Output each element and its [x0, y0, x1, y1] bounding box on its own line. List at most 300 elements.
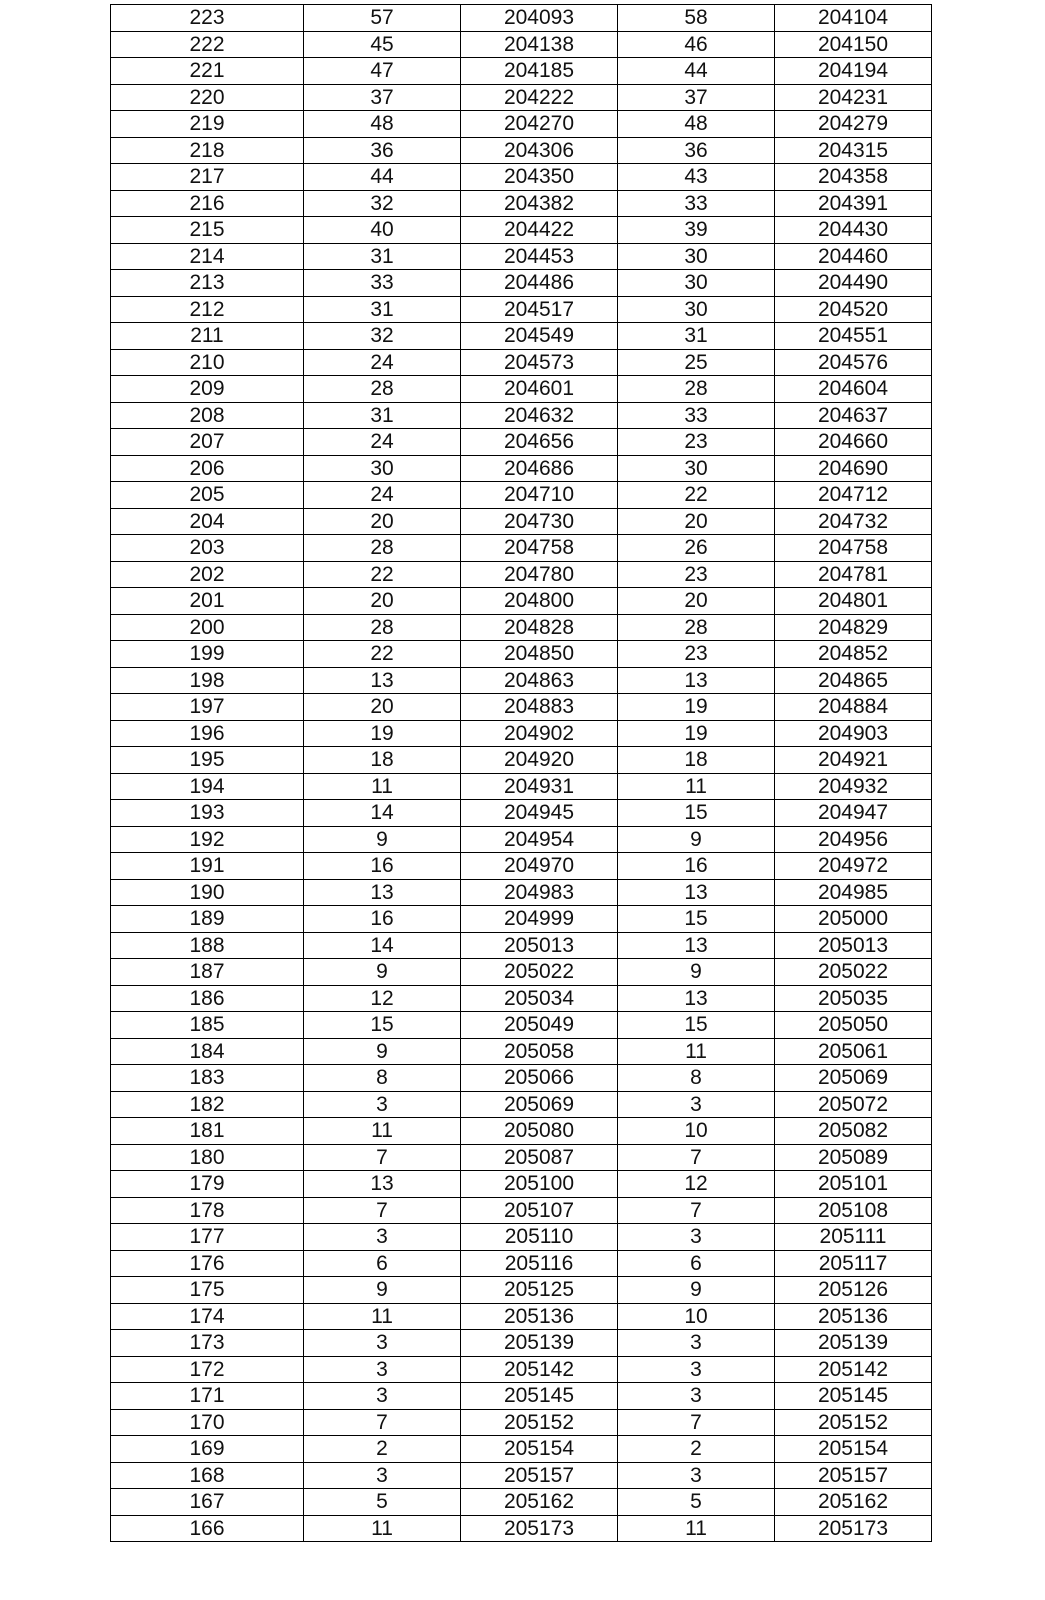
count-a-cell: 20: [304, 508, 461, 535]
cumulative-b-cell: 205108: [775, 1197, 932, 1224]
count-b-cell: 19: [618, 694, 775, 721]
score-cell: 210: [111, 349, 304, 376]
count-a-cell: 31: [304, 402, 461, 429]
count-b-cell: 3: [618, 1462, 775, 1489]
table-row: [111, 296, 932, 323]
cumulative-a-cell: 204800: [461, 588, 618, 615]
count-b-cell: 23: [618, 561, 775, 588]
score-cell: 199: [111, 641, 304, 668]
cumulative-a-cell: 204780: [461, 561, 618, 588]
count-a-cell: 3: [304, 1091, 461, 1118]
cumulative-b-cell: 205035: [775, 985, 932, 1012]
cumulative-b-cell: 204194: [775, 58, 932, 85]
table-row: [111, 1250, 932, 1277]
cumulative-a-cell: 205022: [461, 959, 618, 986]
score-cell: 207: [111, 429, 304, 456]
count-b-cell: 9: [618, 826, 775, 853]
score-cell: 193: [111, 800, 304, 827]
count-a-cell: 11: [304, 1515, 461, 1542]
cumulative-a-cell: 204686: [461, 455, 618, 482]
count-b-cell: 3: [618, 1330, 775, 1357]
cumulative-a-cell: 204945: [461, 800, 618, 827]
count-b-cell: 30: [618, 243, 775, 270]
count-a-cell: 37: [304, 84, 461, 111]
count-a-cell: 3: [304, 1224, 461, 1251]
cumulative-a-cell: 204883: [461, 694, 618, 721]
count-b-cell: 44: [618, 58, 775, 85]
cumulative-a-cell: 205154: [461, 1436, 618, 1463]
cumulative-b-cell: 204576: [775, 349, 932, 376]
table-row: [111, 1065, 932, 1092]
table-row: [111, 720, 932, 747]
cumulative-b-cell: 205145: [775, 1383, 932, 1410]
cumulative-a-cell: 204931: [461, 773, 618, 800]
cumulative-b-cell: 204947: [775, 800, 932, 827]
cumulative-b-cell: 204150: [775, 31, 932, 58]
count-a-cell: 9: [304, 1277, 461, 1304]
table-row: [111, 190, 932, 217]
cumulative-a-cell: 204902: [461, 720, 618, 747]
table-row: [111, 508, 932, 535]
count-a-cell: 5: [304, 1489, 461, 1516]
cumulative-b-cell: 204231: [775, 84, 932, 111]
score-cell: 208: [111, 402, 304, 429]
cumulative-a-cell: 204710: [461, 482, 618, 509]
cumulative-b-cell: 204712: [775, 482, 932, 509]
table-row: [111, 906, 932, 933]
score-cell: 194: [111, 773, 304, 800]
table-row: [111, 164, 932, 191]
count-b-cell: 3: [618, 1091, 775, 1118]
cumulative-b-cell: 205136: [775, 1303, 932, 1330]
score-cell: 176: [111, 1250, 304, 1277]
cumulative-b-cell: 205061: [775, 1038, 932, 1065]
cumulative-b-cell: 205111: [775, 1224, 932, 1251]
count-b-cell: 25: [618, 349, 775, 376]
cumulative-a-cell: 204306: [461, 137, 618, 164]
cumulative-a-cell: 204382: [461, 190, 618, 217]
table-row: [111, 5, 932, 32]
cumulative-b-cell: 205154: [775, 1436, 932, 1463]
cumulative-b-cell: 204520: [775, 296, 932, 323]
count-a-cell: 3: [304, 1462, 461, 1489]
count-b-cell: 23: [618, 429, 775, 456]
table-row: [111, 561, 932, 588]
table-row: [111, 614, 932, 641]
table-row: [111, 84, 932, 111]
count-b-cell: 10: [618, 1118, 775, 1145]
cumulative-b-cell: 205139: [775, 1330, 932, 1357]
cumulative-b-cell: 205072: [775, 1091, 932, 1118]
cumulative-b-cell: 205152: [775, 1409, 932, 1436]
count-b-cell: 11: [618, 1515, 775, 1542]
cumulative-a-cell: 204601: [461, 376, 618, 403]
count-b-cell: 26: [618, 535, 775, 562]
score-cell: 209: [111, 376, 304, 403]
count-b-cell: 31: [618, 323, 775, 350]
cumulative-a-cell: 204920: [461, 747, 618, 774]
score-cell: 181: [111, 1118, 304, 1145]
count-a-cell: 11: [304, 773, 461, 800]
count-b-cell: 33: [618, 190, 775, 217]
count-b-cell: 36: [618, 137, 775, 164]
score-cell: 168: [111, 1462, 304, 1489]
cumulative-a-cell: 204517: [461, 296, 618, 323]
table-row: [111, 535, 932, 562]
count-b-cell: 28: [618, 376, 775, 403]
score-cell: 216: [111, 190, 304, 217]
cumulative-a-cell: 205116: [461, 1250, 618, 1277]
score-cell: 203: [111, 535, 304, 562]
cumulative-a-cell: 205069: [461, 1091, 618, 1118]
table-row: [111, 641, 932, 668]
score-cell: 173: [111, 1330, 304, 1357]
count-b-cell: 11: [618, 1038, 775, 1065]
score-cell: 186: [111, 985, 304, 1012]
count-a-cell: 14: [304, 800, 461, 827]
cumulative-a-cell: 205058: [461, 1038, 618, 1065]
cumulative-a-cell: 204758: [461, 535, 618, 562]
score-cell: 174: [111, 1303, 304, 1330]
table-row: [111, 1356, 932, 1383]
count-b-cell: 6: [618, 1250, 775, 1277]
score-cell: 223: [111, 5, 304, 32]
table-row: [111, 482, 932, 509]
score-cell: 197: [111, 694, 304, 721]
table-row: [111, 376, 932, 403]
table-row: [111, 932, 932, 959]
cumulative-b-cell: 205117: [775, 1250, 932, 1277]
cumulative-b-cell: 204690: [775, 455, 932, 482]
score-cell: 195: [111, 747, 304, 774]
count-b-cell: 3: [618, 1356, 775, 1383]
table-row: [111, 31, 932, 58]
count-b-cell: 13: [618, 985, 775, 1012]
cumulative-b-cell: 204956: [775, 826, 932, 853]
table-row: [111, 1224, 932, 1251]
count-b-cell: 16: [618, 853, 775, 880]
cumulative-b-cell: 205162: [775, 1489, 932, 1516]
score-cell: 187: [111, 959, 304, 986]
count-b-cell: 23: [618, 641, 775, 668]
table-row: [111, 1171, 932, 1198]
cumulative-a-cell: 204632: [461, 402, 618, 429]
cumulative-b-cell: 204758: [775, 535, 932, 562]
cumulative-a-cell: 204863: [461, 667, 618, 694]
cumulative-b-cell: 204921: [775, 747, 932, 774]
table-row: [111, 826, 932, 853]
count-b-cell: 10: [618, 1303, 775, 1330]
count-b-cell: 37: [618, 84, 775, 111]
count-a-cell: 24: [304, 429, 461, 456]
count-b-cell: 43: [618, 164, 775, 191]
count-b-cell: 15: [618, 1012, 775, 1039]
score-cell: 213: [111, 270, 304, 297]
count-a-cell: 31: [304, 243, 461, 270]
count-a-cell: 11: [304, 1303, 461, 1330]
cumulative-a-cell: 205162: [461, 1489, 618, 1516]
cumulative-b-cell: 204972: [775, 853, 932, 880]
score-cell: 220: [111, 84, 304, 111]
table-row: [111, 694, 932, 721]
cumulative-b-cell: 205013: [775, 932, 932, 959]
count-b-cell: 15: [618, 800, 775, 827]
count-b-cell: 30: [618, 296, 775, 323]
table-row: [111, 1144, 932, 1171]
table-row: [111, 1277, 932, 1304]
cumulative-a-cell: 205066: [461, 1065, 618, 1092]
cumulative-a-cell: 204573: [461, 349, 618, 376]
score-cell: 222: [111, 31, 304, 58]
count-b-cell: 48: [618, 111, 775, 138]
count-a-cell: 18: [304, 747, 461, 774]
count-b-cell: 19: [618, 720, 775, 747]
cumulative-b-cell: 204829: [775, 614, 932, 641]
score-cell: 198: [111, 667, 304, 694]
cumulative-b-cell: 205157: [775, 1462, 932, 1489]
cumulative-a-cell: 204730: [461, 508, 618, 535]
cumulative-a-cell: 205157: [461, 1462, 618, 1489]
cumulative-b-cell: 204551: [775, 323, 932, 350]
count-b-cell: 13: [618, 879, 775, 906]
cumulative-a-cell: 205110: [461, 1224, 618, 1251]
score-cell: 205: [111, 482, 304, 509]
table-row: [111, 429, 932, 456]
cumulative-b-cell: 204865: [775, 667, 932, 694]
count-b-cell: 28: [618, 614, 775, 641]
score-cell: 172: [111, 1356, 304, 1383]
cumulative-b-cell: 204637: [775, 402, 932, 429]
count-b-cell: 58: [618, 5, 775, 32]
table-row: [111, 1489, 932, 1516]
cumulative-b-cell: 205050: [775, 1012, 932, 1039]
table-row: [111, 111, 932, 138]
score-cell: 184: [111, 1038, 304, 1065]
score-cell: 166: [111, 1515, 304, 1542]
cumulative-b-cell: 204279: [775, 111, 932, 138]
count-a-cell: 14: [304, 932, 461, 959]
table-row: [111, 58, 932, 85]
score-cell: 204: [111, 508, 304, 535]
cumulative-b-cell: 204801: [775, 588, 932, 615]
cumulative-a-cell: 204656: [461, 429, 618, 456]
table-row: [111, 853, 932, 880]
cumulative-b-cell: 204391: [775, 190, 932, 217]
cumulative-b-cell: 204884: [775, 694, 932, 721]
count-b-cell: 12: [618, 1171, 775, 1198]
cumulative-a-cell: 204222: [461, 84, 618, 111]
count-a-cell: 11: [304, 1118, 461, 1145]
score-cell: 171: [111, 1383, 304, 1410]
table-row: [111, 323, 932, 350]
score-cell: 189: [111, 906, 304, 933]
table-row: [111, 270, 932, 297]
cumulative-b-cell: 204460: [775, 243, 932, 270]
score-cell: 178: [111, 1197, 304, 1224]
cumulative-b-cell: 204104: [775, 5, 932, 32]
count-a-cell: 7: [304, 1144, 461, 1171]
cumulative-a-cell: 204549: [461, 323, 618, 350]
score-cell: 170: [111, 1409, 304, 1436]
count-a-cell: 24: [304, 482, 461, 509]
count-a-cell: 13: [304, 879, 461, 906]
cumulative-a-cell: 205152: [461, 1409, 618, 1436]
cumulative-a-cell: 204350: [461, 164, 618, 191]
cumulative-b-cell: 205082: [775, 1118, 932, 1145]
table-row: [111, 1330, 932, 1357]
cumulative-a-cell: 204850: [461, 641, 618, 668]
table-row: [111, 747, 932, 774]
count-b-cell: 2: [618, 1436, 775, 1463]
count-b-cell: 11: [618, 773, 775, 800]
score-cell: 218: [111, 137, 304, 164]
cumulative-a-cell: 205013: [461, 932, 618, 959]
count-a-cell: 3: [304, 1356, 461, 1383]
score-cell: 215: [111, 217, 304, 244]
count-b-cell: 9: [618, 959, 775, 986]
count-a-cell: 2: [304, 1436, 461, 1463]
count-b-cell: 18: [618, 747, 775, 774]
count-b-cell: 3: [618, 1224, 775, 1251]
table-row: [111, 985, 932, 1012]
score-cell: 192: [111, 826, 304, 853]
count-b-cell: 46: [618, 31, 775, 58]
count-a-cell: 8: [304, 1065, 461, 1092]
cumulative-a-cell: 204453: [461, 243, 618, 270]
cumulative-a-cell: 205049: [461, 1012, 618, 1039]
cumulative-a-cell: 204422: [461, 217, 618, 244]
cumulative-b-cell: 204781: [775, 561, 932, 588]
cumulative-a-cell: 204999: [461, 906, 618, 933]
table-row: [111, 959, 932, 986]
cumulative-b-cell: 205173: [775, 1515, 932, 1542]
cumulative-b-cell: 205101: [775, 1171, 932, 1198]
count-b-cell: 15: [618, 906, 775, 933]
score-cell: 185: [111, 1012, 304, 1039]
cumulative-b-cell: 205000: [775, 906, 932, 933]
count-b-cell: 7: [618, 1197, 775, 1224]
score-cell: 180: [111, 1144, 304, 1171]
count-a-cell: 20: [304, 694, 461, 721]
count-b-cell: 30: [618, 455, 775, 482]
count-a-cell: 28: [304, 535, 461, 562]
table-row: [111, 800, 932, 827]
count-b-cell: 9: [618, 1277, 775, 1304]
score-cell: 175: [111, 1277, 304, 1304]
cumulative-a-cell: 204185: [461, 58, 618, 85]
score-cell: 211: [111, 323, 304, 350]
count-a-cell: 19: [304, 720, 461, 747]
count-a-cell: 28: [304, 376, 461, 403]
score-cell: 196: [111, 720, 304, 747]
score-cell: 167: [111, 1489, 304, 1516]
cumulative-a-cell: 205100: [461, 1171, 618, 1198]
table-row: [111, 667, 932, 694]
table-row: [111, 1118, 932, 1145]
count-b-cell: 22: [618, 482, 775, 509]
table-row: [111, 1197, 932, 1224]
cumulative-b-cell: 204660: [775, 429, 932, 456]
cumulative-a-cell: 204270: [461, 111, 618, 138]
cumulative-a-cell: 205087: [461, 1144, 618, 1171]
score-cell: 214: [111, 243, 304, 270]
count-b-cell: 5: [618, 1489, 775, 1516]
score-cell: 169: [111, 1436, 304, 1463]
count-b-cell: 20: [618, 508, 775, 535]
table-row: [111, 1515, 932, 1542]
count-a-cell: 22: [304, 561, 461, 588]
score-cell: 183: [111, 1065, 304, 1092]
score-cell: 202: [111, 561, 304, 588]
score-cell: 200: [111, 614, 304, 641]
count-b-cell: 7: [618, 1144, 775, 1171]
score-cell: 201: [111, 588, 304, 615]
table-row: [111, 1303, 932, 1330]
count-a-cell: 30: [304, 455, 461, 482]
cumulative-b-cell: 204852: [775, 641, 932, 668]
score-cell: 217: [111, 164, 304, 191]
cumulative-a-cell: 204828: [461, 614, 618, 641]
count-a-cell: 3: [304, 1383, 461, 1410]
table-row: [111, 879, 932, 906]
count-a-cell: 44: [304, 164, 461, 191]
count-a-cell: 31: [304, 296, 461, 323]
cumulative-b-cell: 204985: [775, 879, 932, 906]
table-row: [111, 455, 932, 482]
count-b-cell: 33: [618, 402, 775, 429]
count-a-cell: 9: [304, 959, 461, 986]
score-table-body: [111, 5, 932, 1542]
count-a-cell: 7: [304, 1197, 461, 1224]
cumulative-b-cell: 205069: [775, 1065, 932, 1092]
count-a-cell: 9: [304, 826, 461, 853]
count-a-cell: 16: [304, 906, 461, 933]
cumulative-a-cell: 205139: [461, 1330, 618, 1357]
score-cell: 191: [111, 853, 304, 880]
count-a-cell: 24: [304, 349, 461, 376]
score-cell: 219: [111, 111, 304, 138]
cumulative-a-cell: 205034: [461, 985, 618, 1012]
count-a-cell: 32: [304, 323, 461, 350]
cumulative-a-cell: 205080: [461, 1118, 618, 1145]
cumulative-a-cell: 205145: [461, 1383, 618, 1410]
count-b-cell: 8: [618, 1065, 775, 1092]
count-a-cell: 40: [304, 217, 461, 244]
table-row: [111, 349, 932, 376]
count-a-cell: 6: [304, 1250, 461, 1277]
count-a-cell: 7: [304, 1409, 461, 1436]
score-cell: 182: [111, 1091, 304, 1118]
table-row: [111, 1436, 932, 1463]
cumulative-b-cell: 204315: [775, 137, 932, 164]
cumulative-b-cell: 204358: [775, 164, 932, 191]
count-b-cell: 13: [618, 932, 775, 959]
score-cell: 179: [111, 1171, 304, 1198]
cumulative-b-cell: 204932: [775, 773, 932, 800]
cumulative-a-cell: 205173: [461, 1515, 618, 1542]
cumulative-a-cell: 204983: [461, 879, 618, 906]
count-a-cell: 13: [304, 1171, 461, 1198]
score-cell: 221: [111, 58, 304, 85]
cumulative-a-cell: 205125: [461, 1277, 618, 1304]
count-a-cell: 48: [304, 111, 461, 138]
score-cell: 190: [111, 879, 304, 906]
score-cell: 212: [111, 296, 304, 323]
cumulative-a-cell: 204970: [461, 853, 618, 880]
cumulative-b-cell: 204732: [775, 508, 932, 535]
count-a-cell: 13: [304, 667, 461, 694]
count-b-cell: 39: [618, 217, 775, 244]
